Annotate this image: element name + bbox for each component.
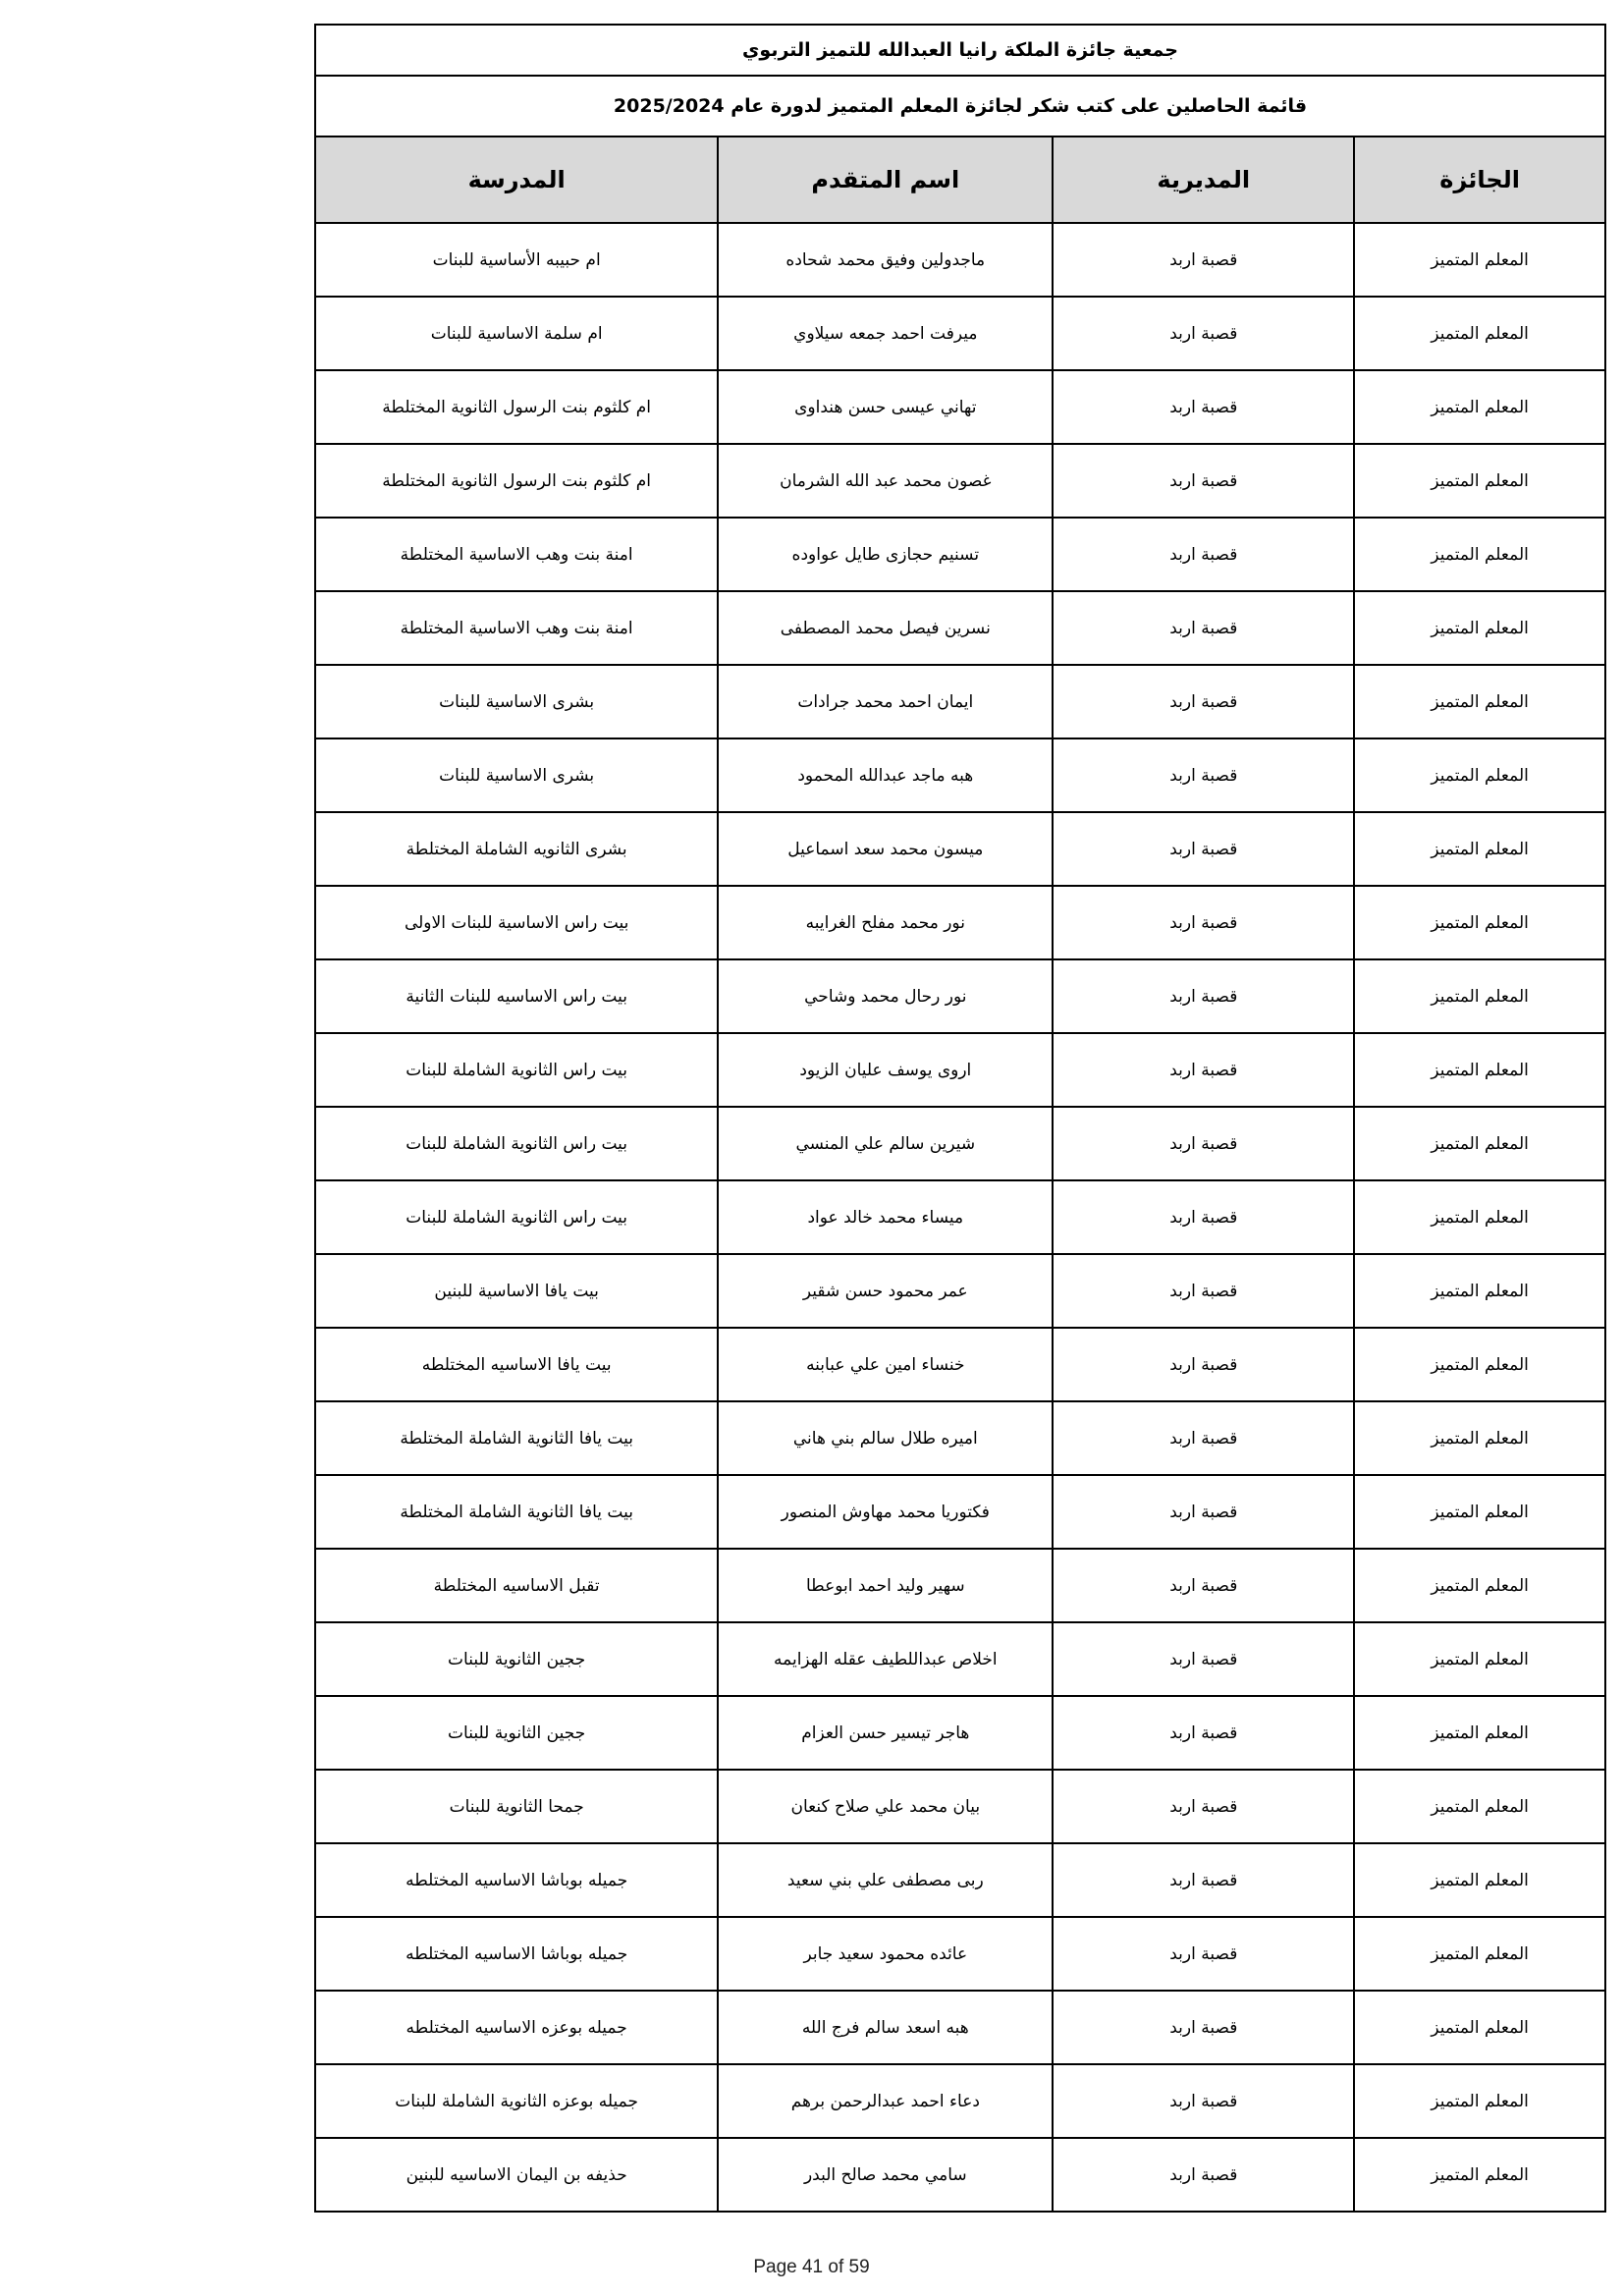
cell-directorate: قصبة اربد [1053, 886, 1354, 959]
table-row [315, 812, 1605, 886]
cell-directorate: قصبة اربد [1053, 1107, 1354, 1180]
table-row [315, 1843, 1605, 1917]
cell-school: بيت يافا الاساسيه المختلطه [315, 1328, 718, 1401]
table-row [315, 444, 1605, 518]
table-row [315, 2064, 1605, 2138]
cell-applicant: نور رحال محمد وشاحي [718, 959, 1053, 1033]
cell-directorate: قصبة اربد [1053, 2138, 1354, 2212]
cell-award: المعلم المتميز [1354, 1696, 1605, 1770]
table-row [315, 1696, 1605, 1770]
cell-directorate: قصبة اربد [1053, 2064, 1354, 2138]
cell-applicant: هاجر تيسير حسن العزام [718, 1696, 1053, 1770]
title-row [315, 25, 1605, 76]
table-row [315, 1180, 1605, 1254]
cell-award: المعلم المتميز [1354, 2064, 1605, 2138]
cell-school: ججين الثانوية للبنات [315, 1622, 718, 1696]
cell-directorate: قصبة اربد [1053, 1401, 1354, 1475]
cell-directorate: قصبة اربد [1053, 1033, 1354, 1107]
cell-applicant: ماجدولين وفيق محمد شحاده [718, 223, 1053, 297]
cell-applicant: سامي محمد صالح البدر [718, 2138, 1053, 2212]
cell-directorate: قصبة اربد [1053, 518, 1354, 591]
table-row [315, 886, 1605, 959]
cell-award: المعلم المتميز [1354, 591, 1605, 665]
table-row [315, 1770, 1605, 1843]
header-applicant: اسم المتقدم [718, 137, 1053, 223]
cell-award: المعلم المتميز [1354, 1549, 1605, 1622]
cell-applicant: عائده محمود سعيد جابر [718, 1917, 1053, 1991]
cell-directorate: قصبة اربد [1053, 1549, 1354, 1622]
cell-school: بيت راس الثانوية الشاملة للبنات [315, 1107, 718, 1180]
cell-directorate: قصبة اربد [1053, 1254, 1354, 1328]
cell-school: ام حبيبه الأساسية للبنات [315, 223, 718, 297]
header-award: الجائزة [1354, 137, 1605, 223]
cell-directorate: قصبة اربد [1053, 591, 1354, 665]
cell-award: المعلم المتميز [1354, 1180, 1605, 1254]
cell-directorate: قصبة اربد [1053, 1770, 1354, 1843]
cell-directorate: قصبة اربد [1053, 665, 1354, 738]
cell-school: امنة بنت وهب الاساسية المختلطة [315, 518, 718, 591]
cell-award: المعلم المتميز [1354, 1622, 1605, 1696]
cell-directorate: قصبة اربد [1053, 1622, 1354, 1696]
cell-directorate: قصبة اربد [1053, 370, 1354, 444]
table-row [315, 738, 1605, 812]
page-number: Page 41 of 59 [753, 2257, 870, 2277]
cell-applicant: ربى مصطفى علي بني سعيد [718, 1843, 1053, 1917]
cell-directorate: قصبة اربد [1053, 738, 1354, 812]
cell-school: جميله بوباشا الاساسيه المختلطه [315, 1843, 718, 1917]
document-subtitle: قائمة الحاصلين على كتب شكر لجائزة المعلم المتميز لدورة عام 2025/2024 [315, 76, 1605, 137]
table-row [315, 1401, 1605, 1475]
cell-directorate: قصبة اربد [1053, 1328, 1354, 1401]
cell-directorate: قصبة اربد [1053, 223, 1354, 297]
cell-directorate: قصبة اربد [1053, 1843, 1354, 1917]
cell-directorate: قصبة اربد [1053, 1180, 1354, 1254]
table-row [315, 518, 1605, 591]
cell-directorate: قصبة اربد [1053, 812, 1354, 886]
header-school: المدرسة [315, 137, 718, 223]
cell-directorate: قصبة اربد [1053, 959, 1354, 1033]
awardees-table [314, 24, 1606, 2213]
cell-award: المعلم المتميز [1354, 665, 1605, 738]
cell-school: امنة بنت وهب الاساسية المختلطة [315, 591, 718, 665]
table-row [315, 223, 1605, 297]
cell-award: المعلم المتميز [1354, 1254, 1605, 1328]
table-row [315, 591, 1605, 665]
header-directorate: المديرية [1053, 137, 1354, 223]
cell-award: المعلم المتميز [1354, 1917, 1605, 1991]
cell-school: بيت راس الاساسيه للبنات الثانية [315, 959, 718, 1033]
cell-school: بشرى الاساسية للبنات [315, 665, 718, 738]
table-row [315, 665, 1605, 738]
cell-award: المعلم المتميز [1354, 959, 1605, 1033]
cell-school: جميله بوعزه الاساسيه المختلطه [315, 1991, 718, 2064]
cell-award: المعلم المتميز [1354, 223, 1605, 297]
column-header-row [315, 137, 1605, 223]
table-row [315, 1991, 1605, 2064]
subtitle-row [315, 76, 1605, 137]
cell-award: المعلم المتميز [1354, 1843, 1605, 1917]
cell-school: ام سلمة الاساسية للبنات [315, 297, 718, 370]
cell-applicant: تهاني عيسى حسن هنداوى [718, 370, 1053, 444]
cell-award: المعلم المتميز [1354, 1991, 1605, 2064]
cell-award: المعلم المتميز [1354, 1328, 1605, 1401]
cell-directorate: قصبة اربد [1053, 1991, 1354, 2064]
cell-award: المعلم المتميز [1354, 1107, 1605, 1180]
cell-applicant: هبه اسعد سالم فرج الله [718, 1991, 1053, 2064]
table-row [315, 1622, 1605, 1696]
cell-directorate: قصبة اربد [1053, 1696, 1354, 1770]
table-row [315, 2138, 1605, 2212]
cell-school: تقبل الاساسيه المختلطة [315, 1549, 718, 1622]
cell-school: حذيفه بن اليمان الاساسيه للبنين [315, 2138, 718, 2212]
table-row [315, 1033, 1605, 1107]
cell-applicant: نسرين فيصل محمد المصطفى [718, 591, 1053, 665]
cell-award: المعلم المتميز [1354, 1033, 1605, 1107]
table-row [315, 1107, 1605, 1180]
cell-applicant: هبه ماجد عبدالله المحمود [718, 738, 1053, 812]
cell-award: المعلم المتميز [1354, 738, 1605, 812]
cell-applicant: ميساء محمد خالد عواد [718, 1180, 1053, 1254]
cell-award: المعلم المتميز [1354, 370, 1605, 444]
cell-school: جميله بوعزه الثانوية الشاملة للبنات [315, 2064, 718, 2138]
cell-applicant: شيرين سالم علي المنسي [718, 1107, 1053, 1180]
cell-directorate: قصبة اربد [1053, 1475, 1354, 1549]
cell-applicant: اروى يوسف عليان الزيود [718, 1033, 1053, 1107]
cell-applicant: خنساء امين علي عبابنه [718, 1328, 1053, 1401]
cell-award: المعلم المتميز [1354, 518, 1605, 591]
cell-applicant: غصون محمد عبد الله الشرمان [718, 444, 1053, 518]
cell-school: جميله بوباشا الاساسيه المختلطه [315, 1917, 718, 1991]
cell-applicant: ميرفت احمد جمعه سيلاوي [718, 297, 1053, 370]
cell-school: بيت يافا الاساسية للبنين [315, 1254, 718, 1328]
cell-award: المعلم المتميز [1354, 2138, 1605, 2212]
table-row [315, 959, 1605, 1033]
cell-award: المعلم المتميز [1354, 297, 1605, 370]
table-row [315, 1917, 1605, 1991]
cell-award: المعلم المتميز [1354, 812, 1605, 886]
cell-directorate: قصبة اربد [1053, 444, 1354, 518]
document-title: جمعية جائزة الملكة رانيا العبدالله للتميز التربوي [315, 25, 1605, 76]
cell-applicant: عمر محمود حسن شقير [718, 1254, 1053, 1328]
table-row [315, 297, 1605, 370]
cell-applicant: اخلاص عبداللطيف عقله الهزايمه [718, 1622, 1053, 1696]
cell-school: بشرى الاساسية للبنات [315, 738, 718, 812]
cell-applicant: تسنيم حجازى طايل عواوده [718, 518, 1053, 591]
cell-applicant: دعاء احمد عبدالرحمن برهم [718, 2064, 1053, 2138]
cell-school: ام كلثوم بنت الرسول الثانوية المختلطة [315, 370, 718, 444]
cell-school: بيت راس الثانوية الشاملة للبنات [315, 1033, 718, 1107]
cell-school: بشرى الثانويه الشاملة المختلطة [315, 812, 718, 886]
cell-award: المعلم المتميز [1354, 444, 1605, 518]
cell-award: المعلم المتميز [1354, 1475, 1605, 1549]
cell-applicant: ايمان احمد محمد جرادات [718, 665, 1053, 738]
cell-award: المعلم المتميز [1354, 1770, 1605, 1843]
cell-school: ام كلثوم بنت الرسول الثانوية المختلطة [315, 444, 718, 518]
cell-directorate: قصبة اربد [1053, 1917, 1354, 1991]
cell-applicant: سهير وليد احمد ابوعطا [718, 1549, 1053, 1622]
table-row [315, 1254, 1605, 1328]
cell-school: بيت راس الاساسية للبنات الاولى [315, 886, 718, 959]
cell-directorate: قصبة اربد [1053, 297, 1354, 370]
cell-applicant: ميسون محمد سعد اسماعيل [718, 812, 1053, 886]
cell-applicant: نور محمد مفلح الغرايبه [718, 886, 1053, 959]
cell-award: المعلم المتميز [1354, 1401, 1605, 1475]
cell-applicant: اميره طلال سالم بني هاني [718, 1401, 1053, 1475]
cell-award: المعلم المتميز [1354, 886, 1605, 959]
cell-school: بيت يافا الثانوية الشاملة المختلطة [315, 1401, 718, 1475]
table-row [315, 1328, 1605, 1401]
table-row [315, 370, 1605, 444]
table-row [315, 1549, 1605, 1622]
cell-school: بيت يافا الثانوية الشاملة المختلطة [315, 1475, 718, 1549]
cell-applicant: بيان محمد علي صلاح كنعان [718, 1770, 1053, 1843]
cell-applicant: فكتوريا محمد مهاوش المنصور [718, 1475, 1053, 1549]
cell-school: جمحا الثانوية للبنات [315, 1770, 718, 1843]
cell-school: بيت راس الثانوية الشاملة للبنات [315, 1180, 718, 1254]
cell-school: ججين الثانوية للبنات [315, 1696, 718, 1770]
table-row [315, 1475, 1605, 1549]
